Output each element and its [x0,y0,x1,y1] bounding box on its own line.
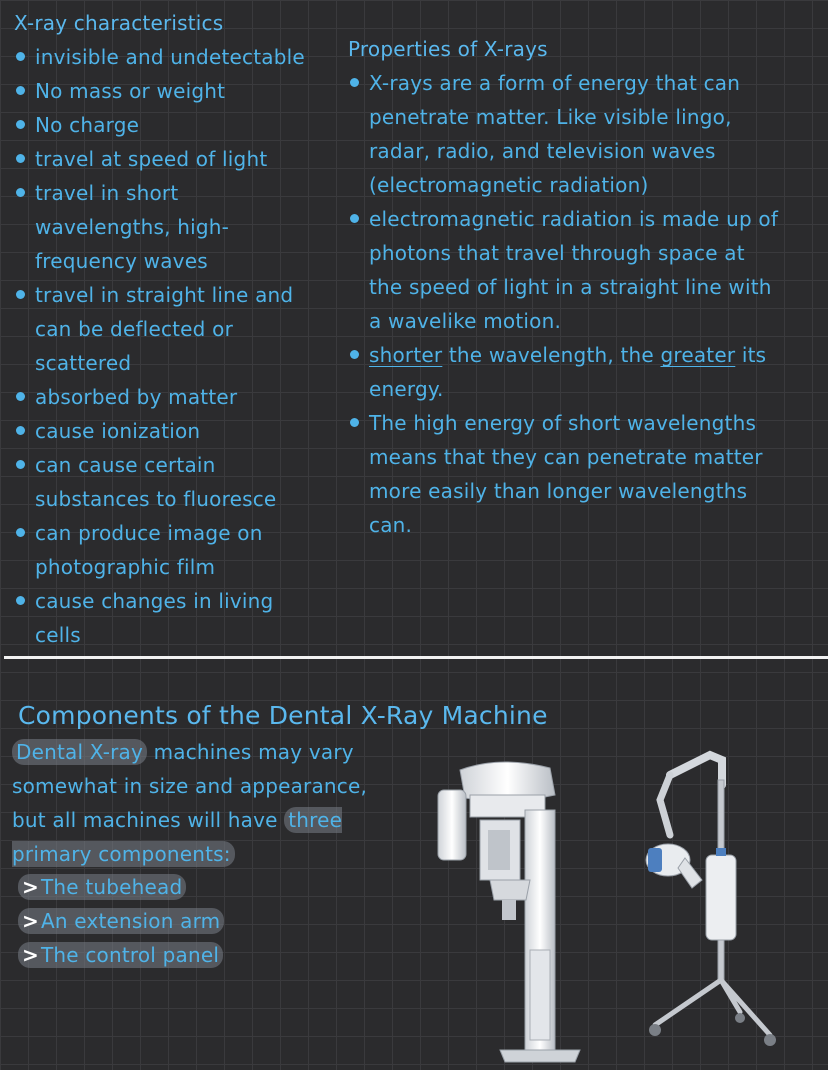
text-span: the wavelength, the [442,343,661,367]
characteristics-list [14,40,324,652]
components-list [18,870,224,972]
list-item: can produce image on photographic film [14,516,275,584]
list-item [18,938,224,972]
list-item: No charge [14,108,324,142]
list-item-label: The control panel [40,943,220,967]
characteristics-column [14,6,324,652]
components-title: Components of the Dental X-Ray Machine [18,701,548,730]
list-item: X-rays are a form of energy that can penetrate matter. Like visible lingo, radar, radio, and television waves (electromagnetic radiation) [348,66,749,202]
properties-list [348,66,788,542]
highlight-three-components: three primary components: [12,808,343,866]
emphasis-greater: greater [660,343,736,367]
list-item-label: The tubehead [40,875,183,899]
list-item: No mass or weight [14,74,324,108]
list-item: electromagnetic radiation is made up of photons that travel through space at the speed of light in a straight line with a wavelike motion. [348,202,779,338]
list-item-label: An extension arm [40,909,221,933]
list-item [18,870,224,904]
list-item: The high energy of short wavelengths means that they can penetrate matter more easily than longer wavelengths can. [348,406,769,542]
chevron-right-icon: > [22,943,39,967]
mobile-xray-unit-image [630,740,780,1060]
list-item: can cause certain substances to fluoresce [14,448,305,516]
chevron-right-icon: > [22,909,39,933]
section-divider [4,656,828,659]
highlight-dental-xray: Dental X-ray [12,739,147,765]
text-span: its energy. [369,343,767,401]
list-item: cause ionization [14,414,324,448]
list-item: travel at speed of light [14,142,324,176]
list-item: invisible and undetectable [14,40,324,74]
list-item: absorbed by matter [14,380,324,414]
panoramic-xray-machine-image [430,750,610,1070]
characteristics-title: X-ray characteristics [14,11,224,35]
list-item [18,904,224,938]
text-span: machines may vary somewhat in size and appearance, but all machines will have [12,740,368,832]
list-item: travel in short wavelengths, high-frequency waves [14,176,255,278]
list-item: cause changes in living cells [14,584,295,652]
properties-title: Properties of X-rays [348,37,548,61]
list-item [348,338,779,406]
chevron-right-icon: > [22,875,39,899]
properties-column [348,32,788,542]
emphasis-shorter: shorter [369,343,443,367]
list-item: travel in straight line and can be deflected or scattered [14,278,324,380]
components-intro [12,735,392,871]
